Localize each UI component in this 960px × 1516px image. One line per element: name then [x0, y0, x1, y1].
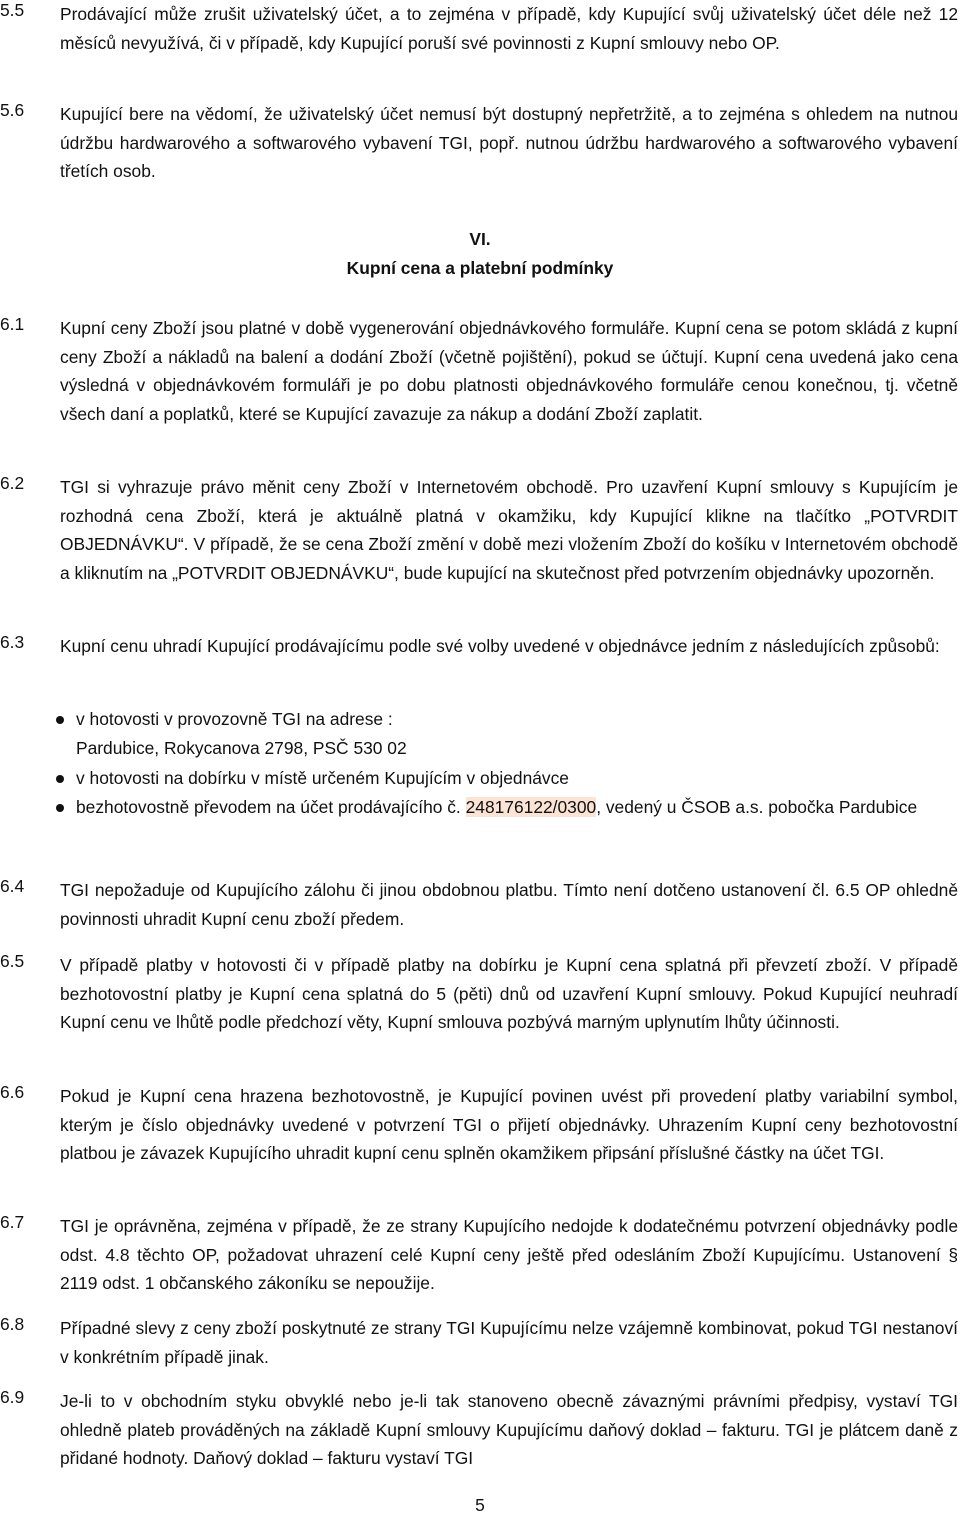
bullet-icon [56, 775, 64, 783]
clause-6-3 [0, 632, 958, 661]
article-title: Kupní cena a platební podmínky [346, 258, 614, 278]
clause-number: 6.6 [0, 1082, 25, 1102]
clause-number: 6.8 [0, 1314, 25, 1334]
clause-6-8 [0, 1314, 958, 1371]
clause-text: TGI nepožaduje od Kupujícího zálohu či jinou obdobnou platbu. Tímto není dotčeno ustanovení čl. 6.5 OP ohledně povinnosti uhradit Kupní cenu zboží předem. [60, 880, 958, 929]
clause-6-2 [0, 473, 958, 587]
list-item [0, 764, 958, 793]
clause-6-6 [0, 1082, 958, 1168]
clause-number: 6.4 [0, 876, 25, 896]
account-number: 248176122/0300 [465, 797, 597, 818]
clause-6-9 [0, 1387, 958, 1473]
clause-text: Je-li to v obchodním styku obvyklé nebo je-li tak stanoveno obecně závaznými právními předpisy, vystaví TGI ohledně plateb prováděných na základě Kupní smlouvy Kupujícímu daňový doklad – fakturu. TGI je plátcem daně z přidané hodnoty. Daňový doklad – fakturu vystaví TGI [60, 1391, 958, 1469]
bullet-icon [56, 716, 64, 724]
list-item [0, 793, 958, 822]
payment-cod-line: v hotovosti na dobírku v místě určeném Kupujícím v objednávce [76, 767, 569, 788]
clause-6-4 [0, 876, 958, 933]
clause-6-1 [0, 314, 958, 428]
article-number: VI. [469, 229, 491, 249]
clause-text: Případné slevy z ceny zboží poskytnuté ze strany TGI Kupujícímu nelze vzájemně kombinovat, pokud TGI nestanoví v konkrétním případě jinak. [60, 1318, 958, 1367]
section-text: Kupující bere na vědomí, že uživatelský účet nemusí být dostupný nepřetržitě, a to zejména s ohledem na nutnou údržbu hardwarového a softwarového vybavení TGI, popř. nutnou údržbu hardwarového a softwarového vybavení třetích osob. [60, 104, 958, 182]
payment-methods-list [0, 705, 958, 823]
clause-text: V případě platby v hotovosti či v případě platby na dobírku je Kupní cena splatná při převzetí zboží. V případě bezhotovostní platby je Kupní cena splatná do 5 (pěti) dnů od uzavření Kupní smlouvy. Pokud Kupující neuhradí Kupní cenu ve lhůtě podle předchozí věty, Kupní smlouva pozbývá marným uplynutím lhůty účinnosti. [60, 955, 958, 1033]
section-number: 5.6 [0, 100, 25, 120]
clause-number: 6.7 [0, 1212, 25, 1232]
clause-number: 6.2 [0, 473, 25, 493]
clause-text: Kupní ceny Zboží jsou platné v době vygenerování objednávkového formuláře. Kupní cena se potom skládá z kupní ceny Zboží a nákladů na balení a dodání Zboží (včetně pojištění), pokud se účtují. Kupní cena uvedená jako cena výsledná v objednávkovém formuláři je po dobu platnosti objednávkového formuláře cenou konečnou, tj. včetně všech daní a poplatků, které se Kupující zavazuje za nákup a dodání Zboží zaplatit. [60, 318, 958, 424]
clause-number: 6.1 [0, 314, 25, 334]
bullet-icon [56, 804, 64, 812]
clause-6-5 [0, 951, 958, 1037]
section-text: Prodávající může zrušit uživatelský účet, a to zejména v případě, kdy Kupující svůj uživatelský účet déle než 12 měsíců nevyužívá, či v případě, kdy Kupující poruší své povinnosti z Kupní smlouvy nebo OP. [60, 4, 958, 53]
clause-number: 6.3 [0, 632, 25, 652]
section-number: 5.5 [0, 0, 25, 20]
clause-text: TGI si vyhrazuje právo měnit ceny Zboží v Internetovém obchodě. Pro uzavření Kupní smlouvy s Kupujícím je rozhodná cena Zboží, která je aktuálně platná v okamžiku, kdy Kupující klikne na tlačítko „POTVRDIT OBJEDNÁVKU“. V případě, že se cena Zboží změní v době mezi vložením Zboží do košíku v Internetovém obchodě a kliknutím na „POTVRDIT OBJEDNÁVKU“, bude kupující na skutečnost před potvrzením objednávky upozorněn. [60, 477, 958, 583]
payment-cash-line: v hotovosti v provozovně TGI na adrese : [76, 709, 393, 729]
clause-number: 6.9 [0, 1387, 25, 1407]
payment-cash-address: Pardubice, Rokycanova 2798, PSČ 530 02 [76, 738, 407, 759]
payment-transfer-suffix: , vedený u ČSOB a.s. pobočka Pardubice [596, 797, 918, 818]
clause-text: Pokud je Kupní cena hrazena bezhotovostně, je Kupující povinen uvést při provedení platby variabilní symbol, kterým je číslo objednávky uvedené v potvrzení TGI o přijetí objednávky. Uhrazením Kupní ceny bezhotovostní platbou je závazek Kupujícího uhradit kupní cenu splněn okamžikem připsání příslušné částky na účet TGI. [60, 1086, 958, 1164]
payment-transfer-prefix: bezhotovostně převodem na účet prodávajícího č. [76, 797, 461, 818]
clause-6-7 [0, 1212, 958, 1298]
clause-number: 6.5 [0, 951, 25, 971]
section-5-5 [0, 0, 958, 57]
clause-text: TGI je oprávněna, zejména v případě, že ze strany Kupujícího nedojde k dodatečnému potvrzení objednávky podle odst. 4.8 těchto OP, požadovat uhrazení celé Kupní ceny ještě před odesláním Zboží Kupujícímu. Ustanovení § 2119 odst. 1 občanského zákoníku se nepoužije. [60, 1216, 958, 1294]
section-5-6 [0, 100, 958, 186]
clause-text: Kupní cenu uhradí Kupující prodávajícímu podle své volby uvedené v objednávce jedním z následujících způsobů: [60, 636, 940, 656]
page-number: 5 [475, 1495, 485, 1515]
list-item [0, 705, 958, 734]
